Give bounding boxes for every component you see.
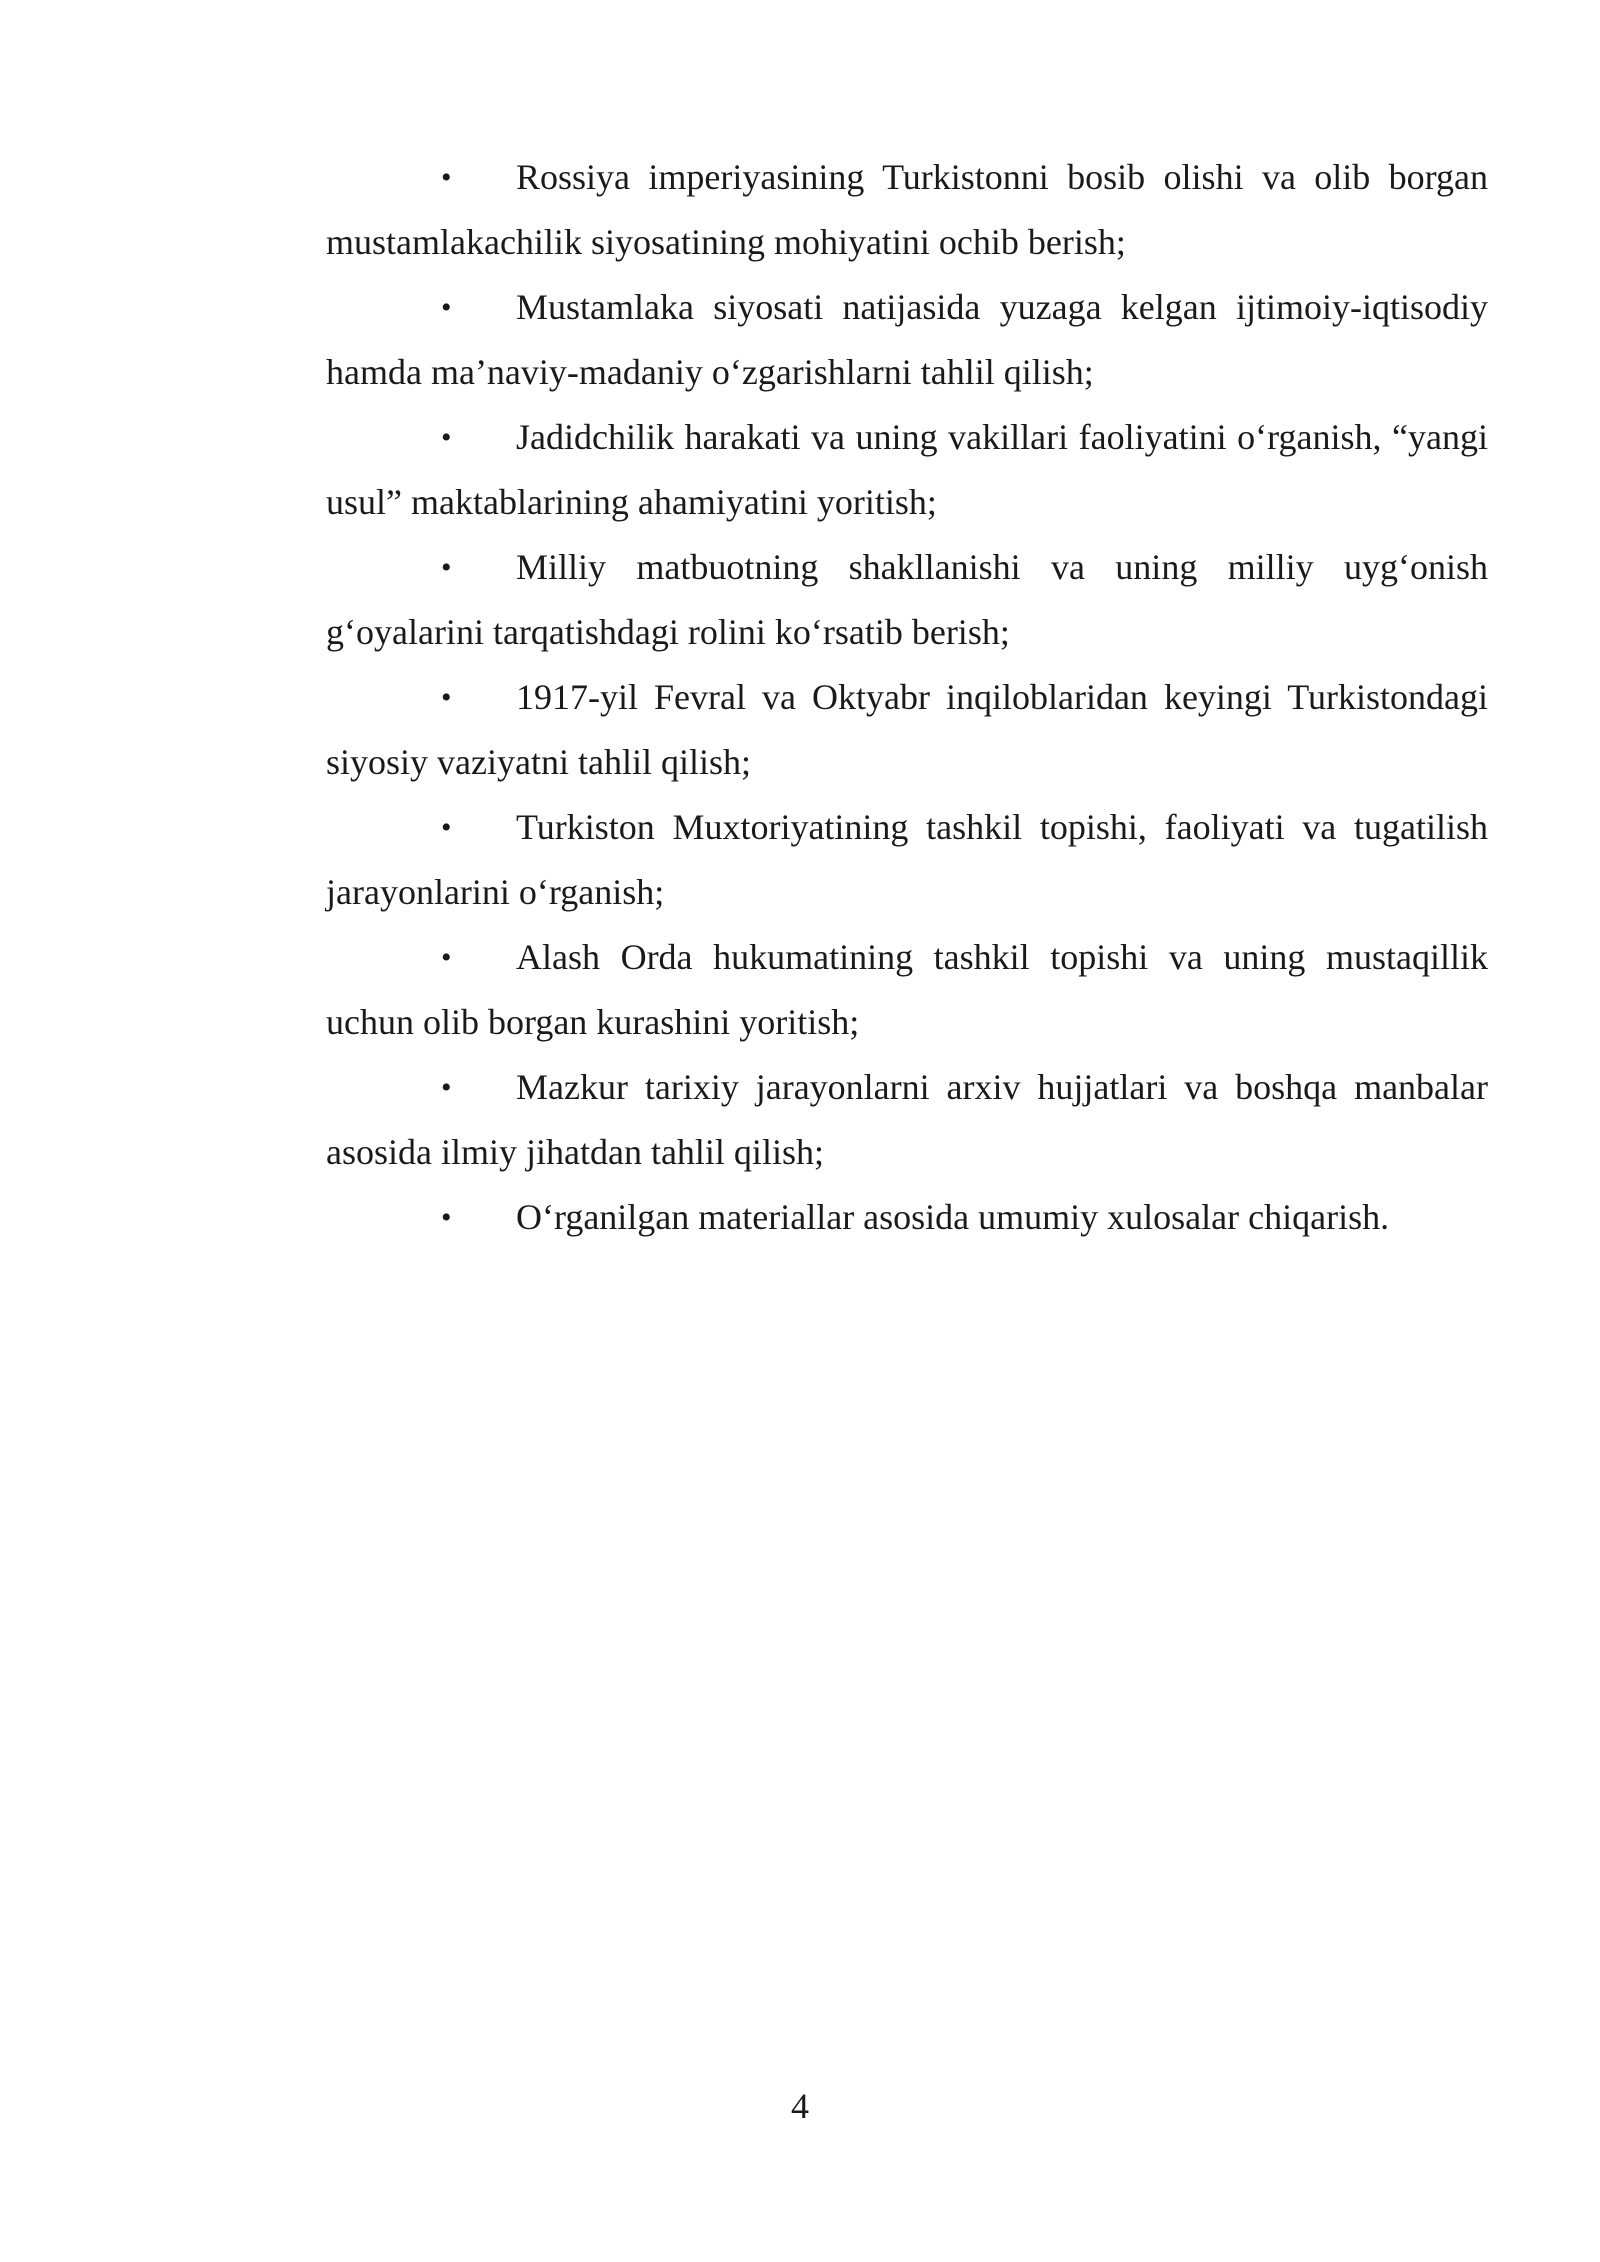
list-item xyxy=(326,1055,1488,1185)
list-item xyxy=(326,1185,1488,1250)
bullet-icon: • xyxy=(441,291,452,324)
bullet-icon: • xyxy=(441,421,452,454)
page-number: 4 xyxy=(791,2086,809,2126)
list-item xyxy=(326,145,1488,275)
bullet-icon: • xyxy=(441,1071,452,1104)
bullet-icon: • xyxy=(441,811,452,844)
list-item xyxy=(326,795,1488,925)
list-item xyxy=(326,275,1488,405)
list-item xyxy=(326,535,1488,665)
bullet-list xyxy=(326,145,1488,1250)
bullet-icon: • xyxy=(441,1201,452,1234)
list-item xyxy=(326,405,1488,535)
bullet-icon: • xyxy=(441,941,452,974)
bullet-icon: • xyxy=(441,551,452,584)
list-item-text: O‘rganilgan materiallar asosida umumiy xulosalar chiqarish. xyxy=(516,1197,1390,1237)
bullet-icon: • xyxy=(441,161,452,194)
list-item-text: Mazkur tarixiy jarayonlarni arxiv hujjatlari va boshqa manbalar asosida ilmiy jihatdan tahlil qilish; xyxy=(326,1067,1488,1172)
list-item xyxy=(326,665,1488,795)
list-item-text: Alash Orda hukumatining tashkil topishi va uning mustaqillik uchun olib borgan kurashini yoritish; xyxy=(326,937,1488,1042)
list-item xyxy=(326,925,1488,1055)
list-item-text: Rossiya imperiyasining Turkistonni bosib olishi va olib borgan mustamlakachilik siyosatining mohiyatini ochib berish; xyxy=(326,157,1488,262)
list-item-text: Mustamlaka siyosati natijasida yuzaga kelgan ijtimoiy-iqtisodiy hamda ma’naviy-madaniy o‘zgarishlarni tahlil qilish; xyxy=(326,287,1488,392)
list-item-text: Jadidchilik harakati va uning vakillari faoliyatini o‘rganish, “yangi usul” maktablarining ahamiyatini yoritish; xyxy=(326,417,1488,522)
bullet-icon: • xyxy=(441,681,452,714)
list-item-text: Turkiston Muxtoriyatining tashkil topishi, faoliyati va tugatilish jarayonlarini o‘rganish; xyxy=(326,807,1488,912)
list-item-text: Milliy matbuotning shakllanishi va uning milliy uyg‘onish g‘oyalarini tarqatishdagi rolini ko‘rsatib berish; xyxy=(326,547,1488,652)
list-item-text: 1917-yil Fevral va Oktyabr inqiloblaridan keyingi Turkistondagi siyosiy vaziyatni tahlil qilish; xyxy=(326,677,1488,782)
